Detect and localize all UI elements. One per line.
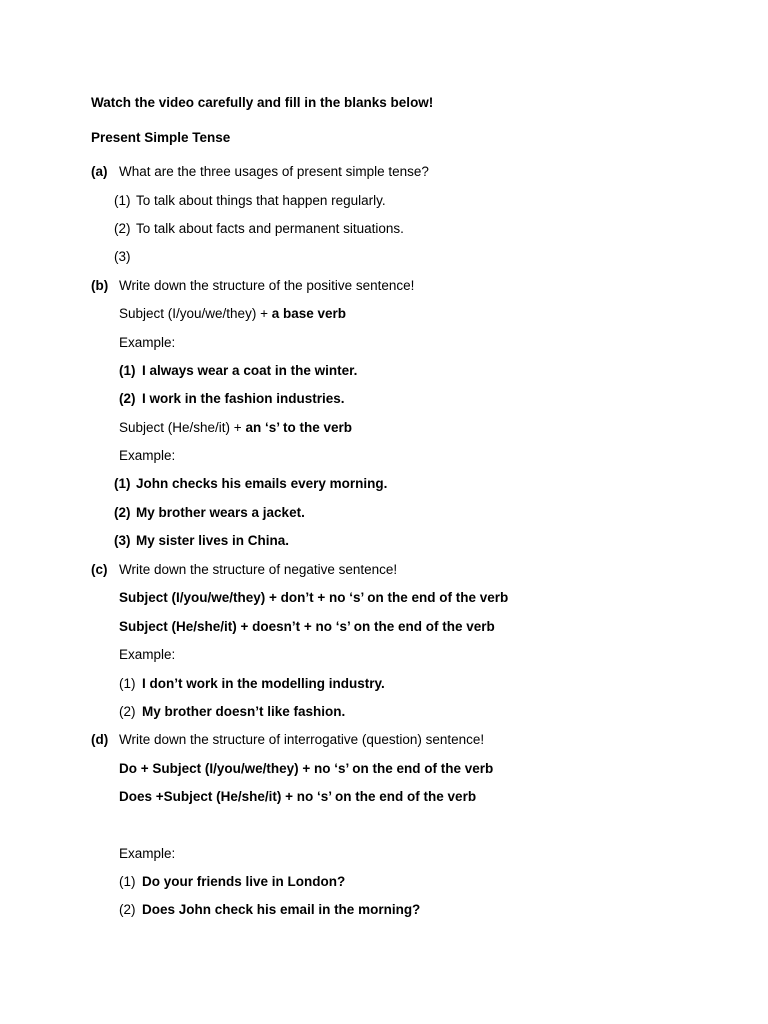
- b-example-text: My brother wears a jacket.: [136, 505, 305, 520]
- section-heading: Present Simple Tense: [91, 130, 231, 145]
- b-example-num: (2): [114, 505, 131, 520]
- b-example-text: My sister lives in China.: [136, 533, 290, 548]
- instruction: Watch the video carefully and fill in the blanks below!: [91, 95, 434, 110]
- example-label: Example:: [119, 448, 176, 463]
- structure-prefix: Subject (He/she/it) +: [119, 420, 246, 435]
- d-example-num: (1): [119, 874, 136, 889]
- example-label: Example:: [119, 335, 176, 350]
- b-example-text: I always wear a coat in the winter.: [142, 363, 358, 378]
- a-item-text: To talk about facts and permanent situations.: [136, 221, 404, 236]
- c-example-num: (1): [119, 676, 136, 691]
- question-b-text: Write down the structure of the positive sentence!: [119, 278, 415, 293]
- d-example-num: (2): [119, 902, 136, 917]
- question-a-letter: (a): [91, 164, 108, 179]
- b-structure-2: [119, 421, 352, 435]
- c-example-num: (2): [119, 704, 136, 719]
- b-example-num: (3): [114, 533, 131, 548]
- c-structure-1: Subject (I/you/we/they) + don’t + no ‘s’ on the end of the verb: [119, 590, 509, 605]
- c-structure-2: Subject (He/she/it) + doesn’t + no ‘s’ on the end of the verb: [119, 619, 495, 634]
- b-example-num: (2): [119, 391, 136, 406]
- b-example-text: I work in the fashion industries.: [142, 391, 345, 406]
- d-structure-2: Does +Subject (He/she/it) + no ‘s’ on the end of the verb: [119, 789, 477, 804]
- structure-emphasis: a base verb: [271, 306, 346, 321]
- a-item-num: (2): [114, 221, 131, 236]
- d-example-text: Do your friends live in London?: [142, 874, 346, 889]
- b-example-num: (1): [119, 363, 136, 378]
- c-example-text: I don’t work in the modelling industry.: [142, 676, 385, 691]
- b-example-text: John checks his emails every morning.: [136, 476, 388, 491]
- question-d-text: Write down the structure of interrogative (question) sentence!: [119, 732, 485, 747]
- d-example-text: Does John check his email in the morning?: [142, 902, 421, 917]
- example-label: Example:: [119, 846, 176, 861]
- structure-emphasis: an ‘s’ to the verb: [245, 420, 352, 435]
- c-example-text: My brother doesn’t like fashion.: [142, 704, 346, 719]
- question-b-letter: (b): [91, 278, 109, 293]
- question-d-letter: (d): [91, 732, 109, 747]
- d-structure-1: Do + Subject (I/you/we/they) + no ‘s’ on the end of the verb: [119, 761, 494, 776]
- example-label: Example:: [119, 647, 176, 662]
- a-item-text: To talk about things that happen regularly.: [136, 193, 386, 208]
- b-example-num: (1): [114, 476, 131, 491]
- a-item-num: (1): [114, 193, 131, 208]
- question-c-letter: (c): [91, 562, 108, 577]
- question-c-text: Write down the structure of negative sentence!: [119, 562, 398, 577]
- a-item-num: (3): [114, 249, 131, 264]
- question-a-text: What are the three usages of present simple tense?: [119, 164, 429, 179]
- structure-prefix: Subject (I/you/we/they) +: [119, 306, 272, 321]
- b-structure-1: [119, 307, 346, 321]
